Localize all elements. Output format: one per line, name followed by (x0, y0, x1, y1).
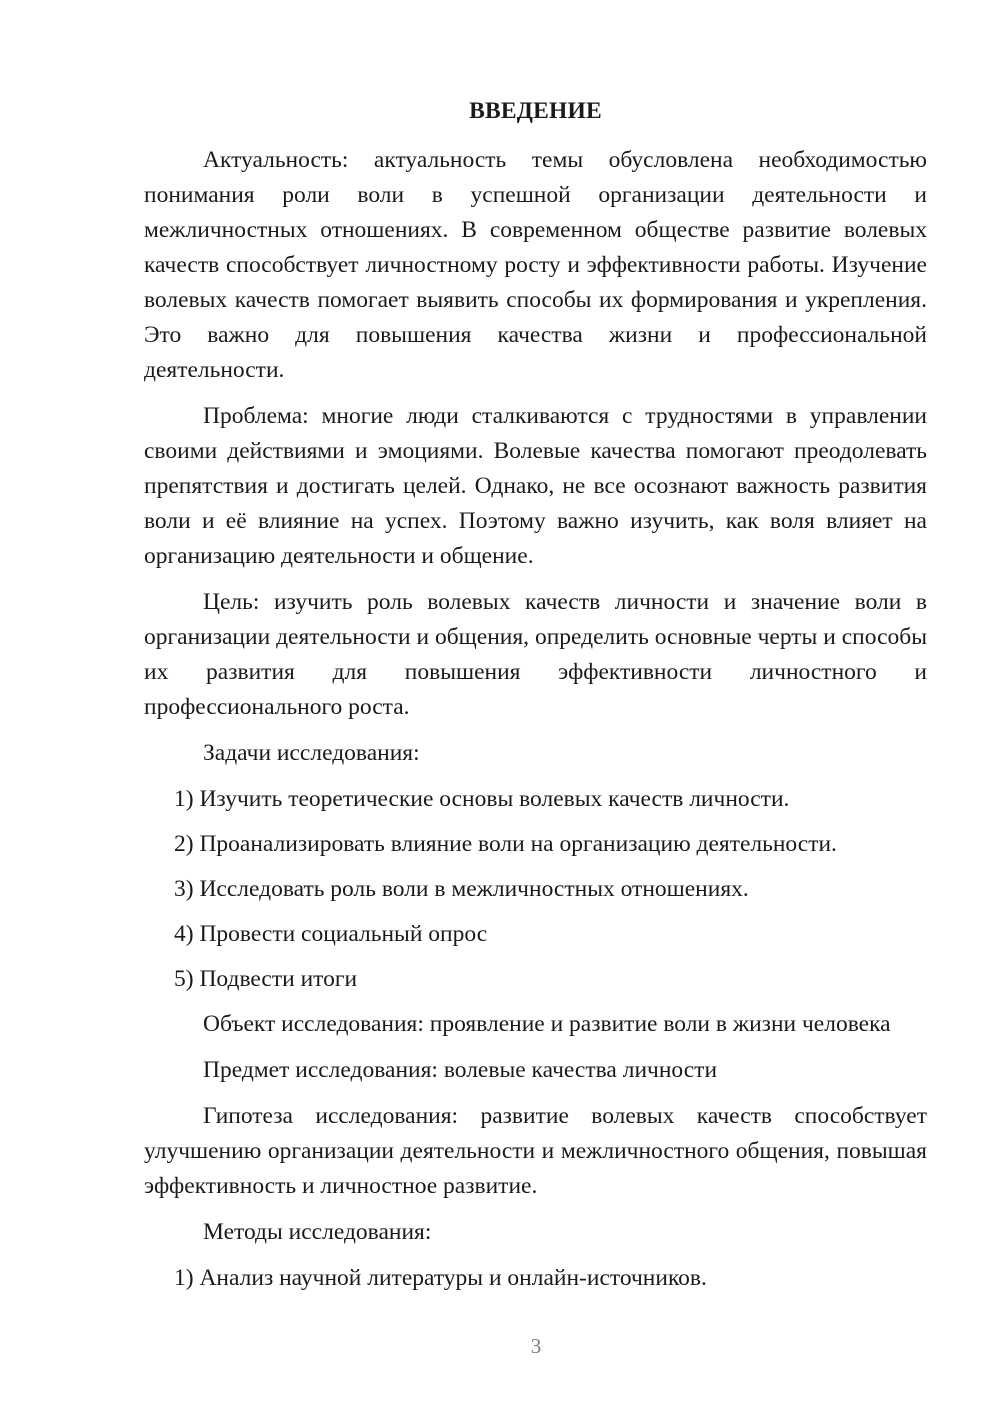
list-item: 5) Подвести итоги (174, 966, 358, 992)
methods-list (144, 1261, 927, 1296)
subject-paragraph: Предмет исследования: волевые качества личности (203, 1057, 718, 1083)
page-content (144, 94, 927, 1306)
methods-title: Методы исследования: (203, 1219, 432, 1245)
section-heading: ВВЕДЕНИЕ (469, 98, 602, 124)
tasks-title: Задачи исследования: (203, 740, 420, 766)
object-paragraph: Объект исследования: проявление и развитие воли в жизни человека (203, 1011, 891, 1037)
goal-paragraph: Цель: изучить роль волевых качеств личности и значение воли в организации деятельности и общения, определить основные черты и способы их развития для повышения эффективности личностного и профессионального роста. (144, 589, 927, 720)
hypothesis-paragraph: Гипотеза исследования: развитие волевых качеств способствует улучшению организации деятельности и межличностного общения, повышая эффективность и личностное развитие. (144, 1103, 927, 1199)
tasks-list (144, 782, 927, 997)
problem-paragraph: Проблема: многие люди сталкиваются с трудностями в управлении своими действиями и эмоциями. Волевые качества помогают преодолевать препятствия и достигать целей. Однако, не все осознают важность развития воли и её влияние на успех. Поэтому важно изучить, как воля влияет на организацию деятельности и общение. (144, 403, 927, 569)
list-item: 2) Проанализировать влияние воли на организацию деятельности. (174, 831, 837, 857)
list-item: 1) Изучить теоретические основы волевых качеств личности. (174, 786, 790, 812)
relevance-paragraph: Актуальность: актуальность темы обусловлена необходимостью понимания роли воли в успешной организации деятельности и межличностных отношениях. В современном обществе развитие волевых качеств способствует личностному росту и эффективности работы. Изучение волевых качеств помогает выявить способы их формирования и укрепления. Это важно для повышения качества жизни и профессиональной деятельности. (144, 147, 927, 383)
list-item: 3) Исследовать роль воли в межличностных отношениях. (174, 876, 749, 902)
list-item: 1) Анализ научной литературы и онлайн-источников. (174, 1265, 707, 1291)
page-number: 3 (530, 1334, 542, 1358)
list-item: 4) Провести социальный опрос (174, 921, 488, 947)
